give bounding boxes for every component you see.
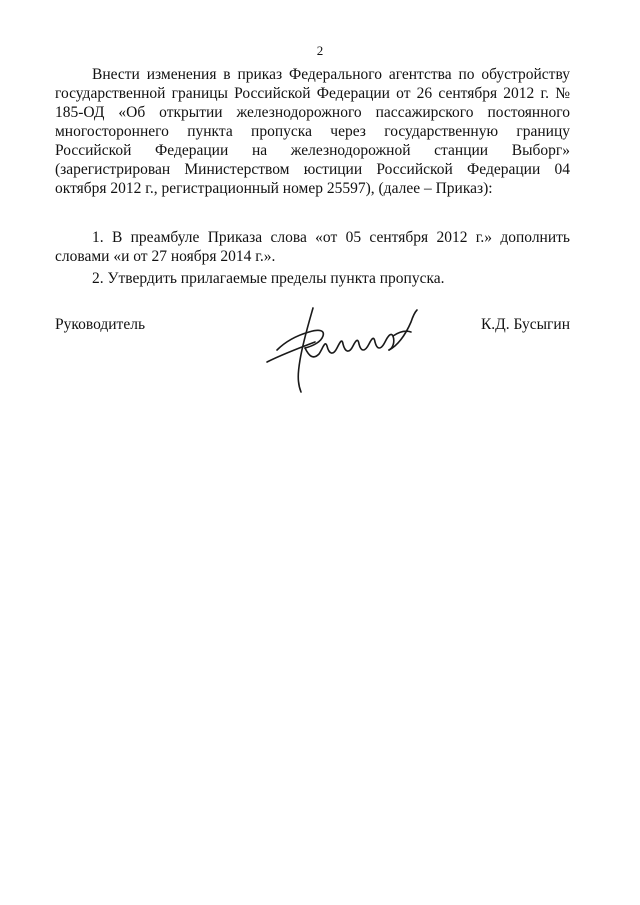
page-number: 2	[316, 43, 324, 58]
position-title: Руководитель	[55, 316, 146, 333]
intro-paragraph: Внести изменения в приказ Федерального агентства по обустройству государственной границы Российской Федерации от 26 сентября 2012 г. № 185-ОД «Об открытии железнодорожного пассажирского постоянного многостороннего пункта пропуска через государственную границу Российской Федерации на железнодорожной станции Выборг» (зарегистрирован Министерством юстиции Российской Федерации 04 октября 2012 г., регистрационный номер 25597), (далее – Приказ):	[55, 66, 570, 197]
signature-block	[55, 316, 570, 406]
list-item: 2. Утвердить прилагаемые пределы пункта пропуска.	[92, 270, 445, 287]
list-item: 1. В преамбуле Приказа слова «от 05 сентября 2012 г.» дополнить словами «и от 27 ноября 2014 г.».	[55, 229, 570, 265]
items-list	[55, 228, 570, 291]
handwritten-signature	[265, 302, 420, 397]
signer-name: К.Д. Бусыгин	[480, 316, 570, 333]
